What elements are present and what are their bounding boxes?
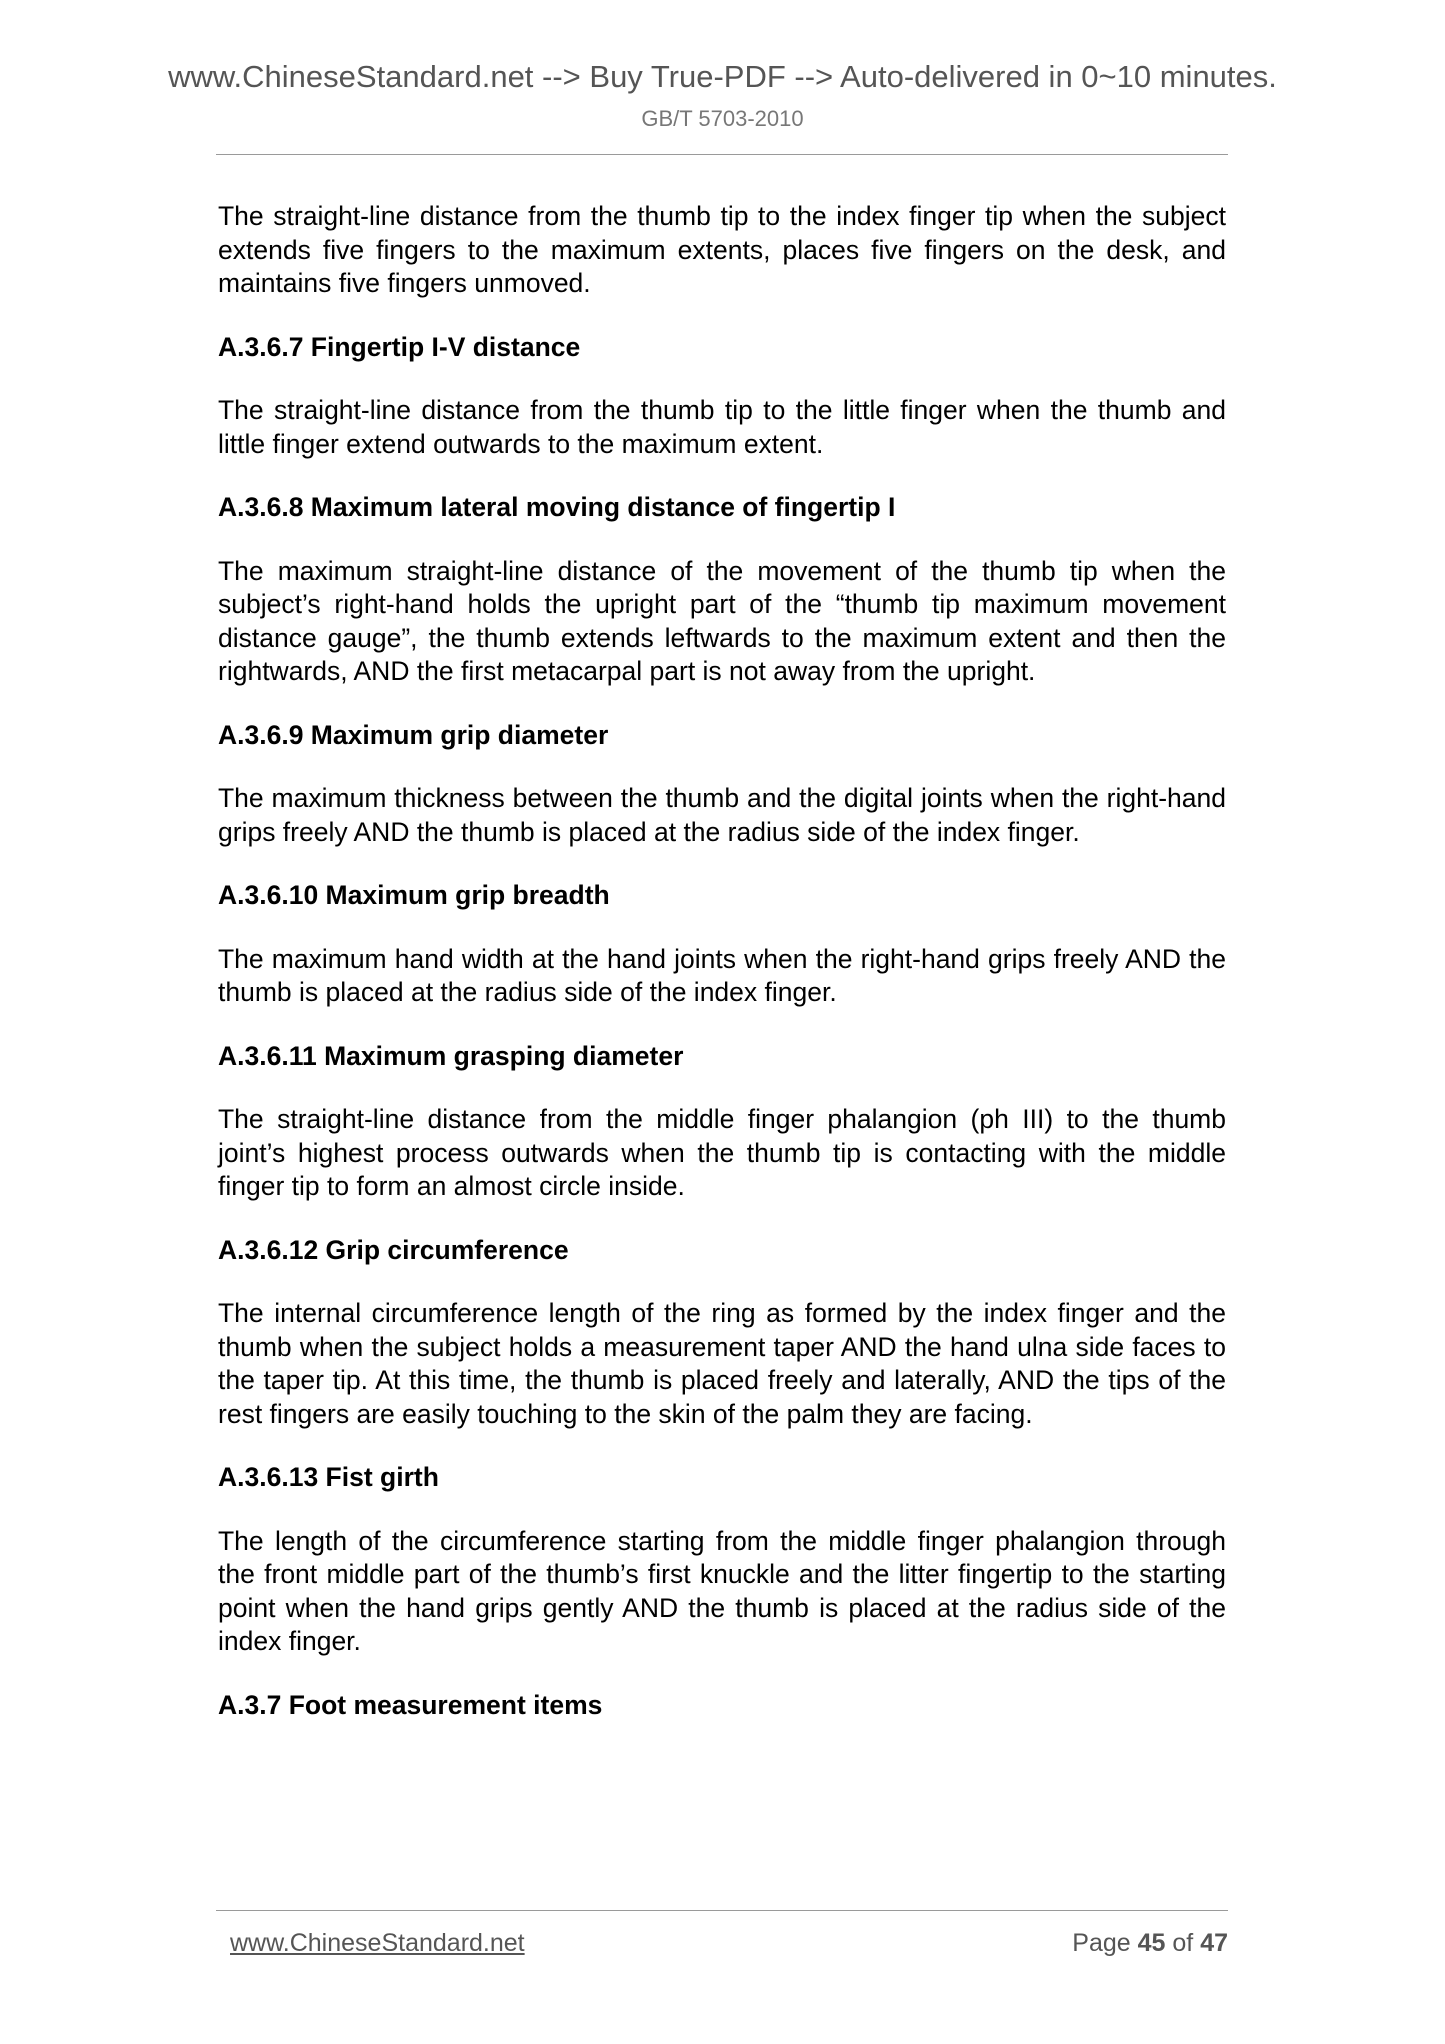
section-heading-a367: A.3.6.7 Fingertip I-V distance <box>218 331 581 362</box>
section-text-a3613: The length of the circumference starting from the middle finger phalangion through the front middle part of the thumb’s first knuckle and the litter fingertip to the starting point when the hand grips gently AND the thumb is placed at the radius side of the index finger. <box>218 1525 1226 1656</box>
page-current: 45 <box>1137 1929 1166 1957</box>
section-heading-a3612: A.3.6.12 Grip circumference <box>218 1234 569 1265</box>
section-text-a369: The maximum thickness between the thumb and the digital joints when the right-hand grips freely AND the thumb is placed at the radius side of the index finger. <box>218 783 1226 847</box>
page-number <box>1072 1929 1228 1958</box>
section-heading-a368: A.3.6.8 Maximum lateral moving distance of fingertip I <box>218 492 896 522</box>
section-text-a3612: The internal circumference length of the ring as formed by the index finger and the thumb when the subject holds a measurement taper AND the hand ulna side faces to the taper tip. At this time, the thumb is placed freely and laterally, AND the tips of the rest fingers are easily touching to the skin of the palm they are facing. <box>218 1298 1226 1429</box>
section-heading-a3611: A.3.6.11 Maximum grasping diameter <box>218 1040 684 1071</box>
footer-divider <box>216 1910 1228 1911</box>
header-divider <box>216 154 1228 155</box>
page-prefix: Page <box>1072 1929 1131 1957</box>
section-text-a367: The straight-line distance from the thumb tip to the little finger when the thumb and little finger extend outwards to the maximum extent. <box>218 395 1226 459</box>
section-heading-a369: A.3.6.9 Maximum grip diameter <box>218 719 609 750</box>
document-body <box>218 200 1226 1752</box>
page-of: of <box>1172 1929 1194 1957</box>
section-text-a368: The maximum straight-line distance of the movement of the thumb tip when the subject’s right-hand holds the upright part of the “thumb tip maximum movement distance gauge”, the thumb extends leftwards to the maximum extent and then the rightwards, AND the first metacarpal part is not away from the upright. <box>218 555 1226 686</box>
section-heading-a37: A.3.7 Foot measurement items <box>218 1689 603 1720</box>
section-text-a3611: The straight-line distance from the middle finger phalangion (ph III) to the thumb joint’s highest process outwards when the thumb tip is contacting with the middle finger tip to form an almost circle inside. <box>218 1104 1226 1201</box>
page-total: 47 <box>1200 1929 1228 1957</box>
section-heading-a3610: A.3.6.10 Maximum grip breadth <box>218 880 610 910</box>
intro-paragraph: The straight-line distance from the thumb tip to the index finger tip when the subject extends five fingers to the maximum extents, places five fingers on the desk, and maintains five fingers unmoved. <box>218 201 1226 298</box>
section-text-a3610: The maximum hand width at the hand joints when the right-hand grips freely AND the thumb is placed at the radius side of the index finger. <box>218 943 1226 1007</box>
standard-code: GB/T 5703-2010 <box>641 106 804 131</box>
section-heading-a3613: A.3.6.13 Fist girth <box>218 1462 439 1492</box>
footer-website-link[interactable]: www.ChineseStandard.net <box>230 1929 525 1957</box>
header-banner: www.ChineseStandard.net --> Buy True-PDF --> Auto-delivered in 0~10 minutes. <box>168 59 1277 94</box>
